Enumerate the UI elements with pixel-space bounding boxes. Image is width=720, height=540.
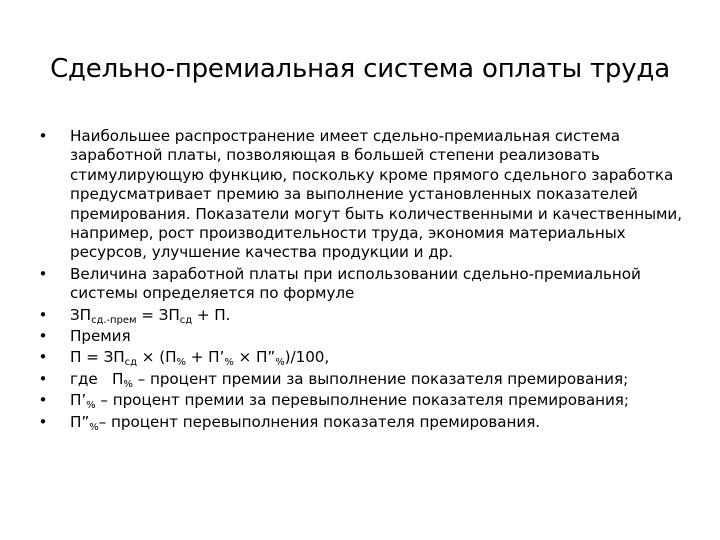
definition-subscript: % xyxy=(86,400,96,412)
list-item xyxy=(36,265,688,304)
formula-wage xyxy=(70,306,230,324)
formula-part: + П’ xyxy=(185,348,225,367)
item-text: Наибольшее распространение имеет сдельно-премиальная система заработной платы, позволяющая в большей степени реализовать стимулирующую функцию, поскольку кроме прямого сдельного заработка предусматривает премию за выполнение установленных показателей премирования. Показатели могут быть количественными и качественными, например, рост производительности труда, экономия материальных ресурсов, улучшение качества продукции и др. xyxy=(70,127,683,262)
definition-part: – процент перевыполнения показателя премирования. xyxy=(98,412,541,431)
definition-subscript: % xyxy=(89,421,99,433)
bullet-icon: • xyxy=(38,305,48,324)
formula-part: ЗП xyxy=(70,305,92,324)
definition-subscript: % xyxy=(123,378,133,390)
slide-title: Сдельно-премиальная система оплаты труда xyxy=(50,54,670,84)
formula-subscript: % xyxy=(176,357,186,369)
bullet-icon: • xyxy=(38,412,48,431)
formula-bonus xyxy=(70,348,330,369)
formula-subscript: сд xyxy=(124,357,137,369)
definition-part: П” xyxy=(70,412,90,431)
list-item xyxy=(36,391,688,410)
formula-part: + П. xyxy=(192,305,231,324)
formula-part: × (П xyxy=(136,348,177,367)
definition-part: П’ xyxy=(70,391,87,410)
definition-part: – процент премии за выполнение показателя премирования; xyxy=(132,369,629,388)
formula-subscript: сд.-прем xyxy=(91,314,137,326)
list-item xyxy=(36,413,688,432)
definition-bonus-percent xyxy=(70,370,628,388)
bullet-icon: • xyxy=(38,327,48,346)
list-item xyxy=(36,127,688,263)
formula-subscript: % xyxy=(275,357,285,369)
list-item xyxy=(36,327,688,346)
definition-part: где П xyxy=(70,369,124,388)
item-text: Премия xyxy=(70,327,131,346)
formula-part: × П” xyxy=(233,348,276,367)
formula-part: )/100, xyxy=(284,348,330,367)
formula-subscript: % xyxy=(224,357,234,369)
formula-part: П = ЗП xyxy=(70,348,125,367)
definition-part: – процент премии за перевыполнение показателя премирования; xyxy=(95,391,629,410)
bullet-list xyxy=(36,127,688,434)
bullet-icon: • xyxy=(38,264,48,283)
item-text: Величина заработной платы при использовании сдельно-премиальной системы определяется по формуле xyxy=(70,264,641,303)
bullet-icon: • xyxy=(38,348,48,367)
definition-overfulfillment-percent xyxy=(70,413,540,431)
list-item xyxy=(36,370,688,389)
bullet-icon: • xyxy=(38,391,48,410)
formula-subscript: сд xyxy=(179,314,193,326)
bullet-icon: • xyxy=(38,127,48,145)
bullet-icon: • xyxy=(38,369,48,388)
formula-part: = ЗП xyxy=(136,305,180,324)
definition-overfulfillment-bonus xyxy=(70,391,629,412)
list-item xyxy=(36,306,688,325)
list-item xyxy=(36,348,688,367)
